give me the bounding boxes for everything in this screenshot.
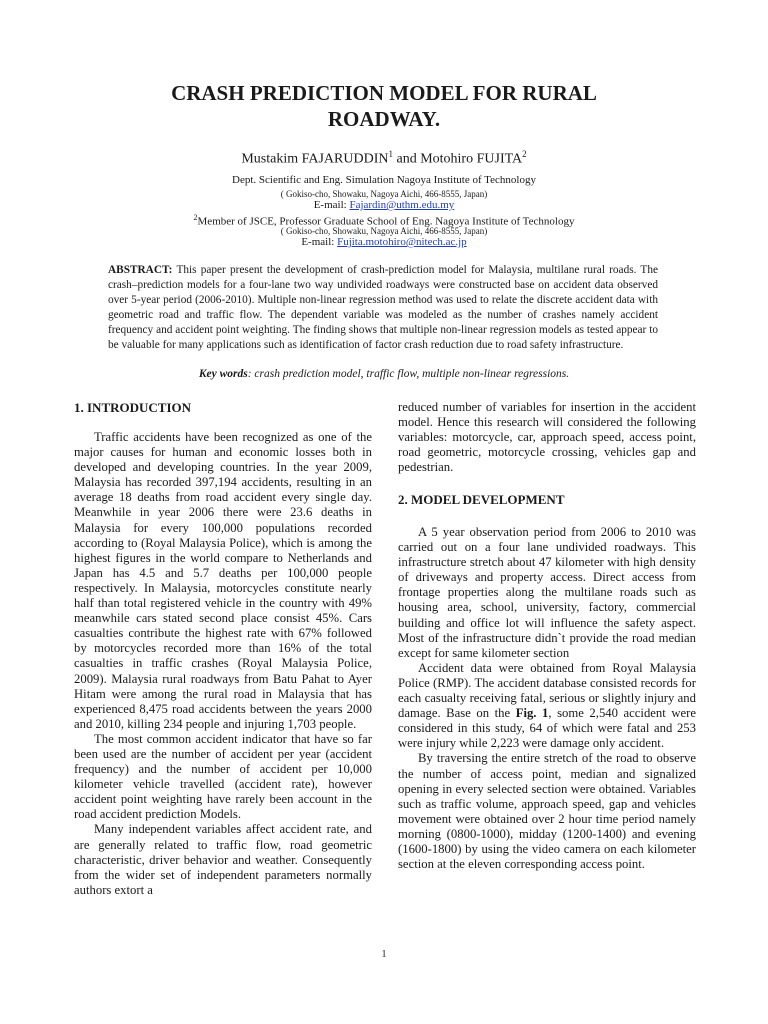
title-line-1: CRASH PREDICTION MODEL FOR RURAL — [171, 81, 597, 105]
model-paragraph-2b: , some 2,540 accident were considered in this study, 64 of which were fatal and 253 were injury while 2,223 were damage only accident. — [398, 706, 696, 751]
abstract — [108, 263, 658, 353]
member-text: Member of JSCE, Professor Graduate School of Eng. Nagoya Institute of Technology — [197, 215, 575, 228]
author-2: Motohiro FUJITA — [420, 151, 523, 167]
intro-paragraph-4: reduced number of variables for insertion in the accident model. Hence this research will considered the following variables: motorcycle, car, approach speed, access point, road geometric, motorcycle crossing, vehicles gap and pedestrian. — [398, 400, 696, 475]
email-link-1[interactable]: Fajardin@uthm.edu.my — [349, 199, 455, 211]
title-line-2: ROADWAY. — [327, 107, 441, 131]
author-1: Mustakim FAJARUDDIN — [241, 151, 389, 167]
figure-reference: Fig. 1 — [515, 706, 549, 721]
author-1-superscript: 1 — [388, 149, 393, 159]
email-link-2[interactable]: Fujita.motohiro@nitech.ac.jp — [337, 236, 467, 248]
model-paragraph-1: A 5 year observation period from 2006 to 2010 was carried out on a four lane undivided roadways. This infrastructure stretch about 47 kilometer with high density of driveways and property access. Direct access from frontage properties along the multilane roads such as housing area, school, university, factory, commercial building and office lot will influence the safety aspect. Most of the infrastructure didn`t provide the road median except for same kilometer section — [398, 525, 696, 660]
abstract-text: This paper present the development of crash-prediction model for Malaysia, multilane rural roads. The crash–prediction models for a four-lane two way undivided roadways were constructed base on accident data observed over 5-year period (2006-2010). Multiple non-linear regression method was used to relate the discrete accident data with geometric road and traffic flow. The dependent variable was modeled as the number of crashes namely accident frequency and accident point weighting. The finding shows that multiple non-linear regression models as tested appear to be valuable for many applications such as identification of factor crash reduction due to road safety infrastructure. — [108, 264, 658, 351]
model-paragraph-2 — [398, 661, 696, 752]
affiliation-address-1: ( Gokiso-cho, Showaku, Nagoya Aichi, 466-8555, Japan) — [280, 189, 488, 199]
page-number: 1 — [381, 949, 387, 960]
affiliation-dept: Dept. Scientific and Eng. Simulation Nagoya Institute of Technology — [232, 174, 536, 186]
email-label-2: E-mail: — [301, 236, 338, 248]
abstract-label: ABSTRACT: — [108, 264, 173, 276]
right-column — [398, 525, 696, 872]
paper-title — [0, 80, 768, 132]
author-conjunction: and — [392, 151, 421, 167]
keywords-text: : crash prediction model, traffic flow, multiple non-linear regressions. — [247, 368, 570, 380]
intro-paragraph-1: Traffic accidents have been recognized as one of the major causes for human and economic losses both in developed and developing countries. In the year 2009, Malaysia has recorded 397,194 accidents, resulting in an average 18 deaths from road accident every single day. Meanwhile in year 2006 there were 23.6 deaths in Malaysia for every 100,000 populations recorded according to (Royal Malaysia Police), which is among the highest figures in the world compare to Netherlands and Japan has 4.5 and 5.7 deaths per 100,000 people respectively. In Malaysia, motorcycles constitute nearly half than total registered vehicle in the country with 49% meanwhile cars stated second place consist 45%. Cars casualties contribute the highest rate with 67% followed by motorcycles recorded more than 16% of the total casualties in traffic crashes (Royal Malaysia Police, 2009). Malaysia rural roadways from Batu Pahat to Ayer Hitam were among the rural road in Malaysia that has experienced 8,475 road accidents between the years 2000 and 2010, killing 234 people and injuring 1,703 people. — [74, 430, 372, 731]
author-line — [0, 149, 768, 168]
keywords-label: Key words — [198, 368, 248, 380]
intro-paragraph-3: Many independent variables affect accident rate, and are generally related to traffic flow, road geometric characteristic, driver behavior and weather. Consequently from the wider set of independent parameters normally authors extort a — [74, 822, 372, 897]
right-column-top — [398, 400, 696, 475]
email-label-1: E-mail: — [313, 199, 350, 211]
affiliation-address-2: ( Gokiso-cho, Showaku, Nagoya Aichi, 466-8555, Japan) — [280, 226, 488, 236]
author-2-superscript: 2 — [522, 149, 527, 159]
email-line-2 — [0, 236, 768, 249]
keywords — [0, 368, 768, 380]
section-2-heading: 2. MODEL DEVELOPMENT — [398, 492, 565, 507]
left-column — [74, 430, 372, 898]
model-paragraph-3: By traversing the entire stretch of the road to observe the number of access point, median and signalized opening in every selected section were obtained. Variables such as traffic volume, approach speed, gap and vehicles movement were obtained over 2 hour time period namely morning (0800-1000), midday (1200-1400) and evening (1600-1800) by using the video camera on each kilometer section at the eleven corresponding access point. — [398, 751, 696, 872]
model-paragraph-2a: Accident data were obtained from Royal Malaysia Police (RMP). The accident database consisted records for each casualty receiving fatal, serious or slightly injury and damage. Base on the — [398, 660, 696, 721]
intro-paragraph-2: The most common accident indicator that have so far been used are the number of accident per year (accident frequency) and the number of accident per 10,000 kilometer vehicle travelled (accident rate), however accident point weighting have rarely been account in the road accident prediction Models. — [74, 731, 372, 822]
member-superscript: 2 — [193, 213, 198, 222]
section-1-heading: 1. INTRODUCTION — [74, 400, 192, 415]
